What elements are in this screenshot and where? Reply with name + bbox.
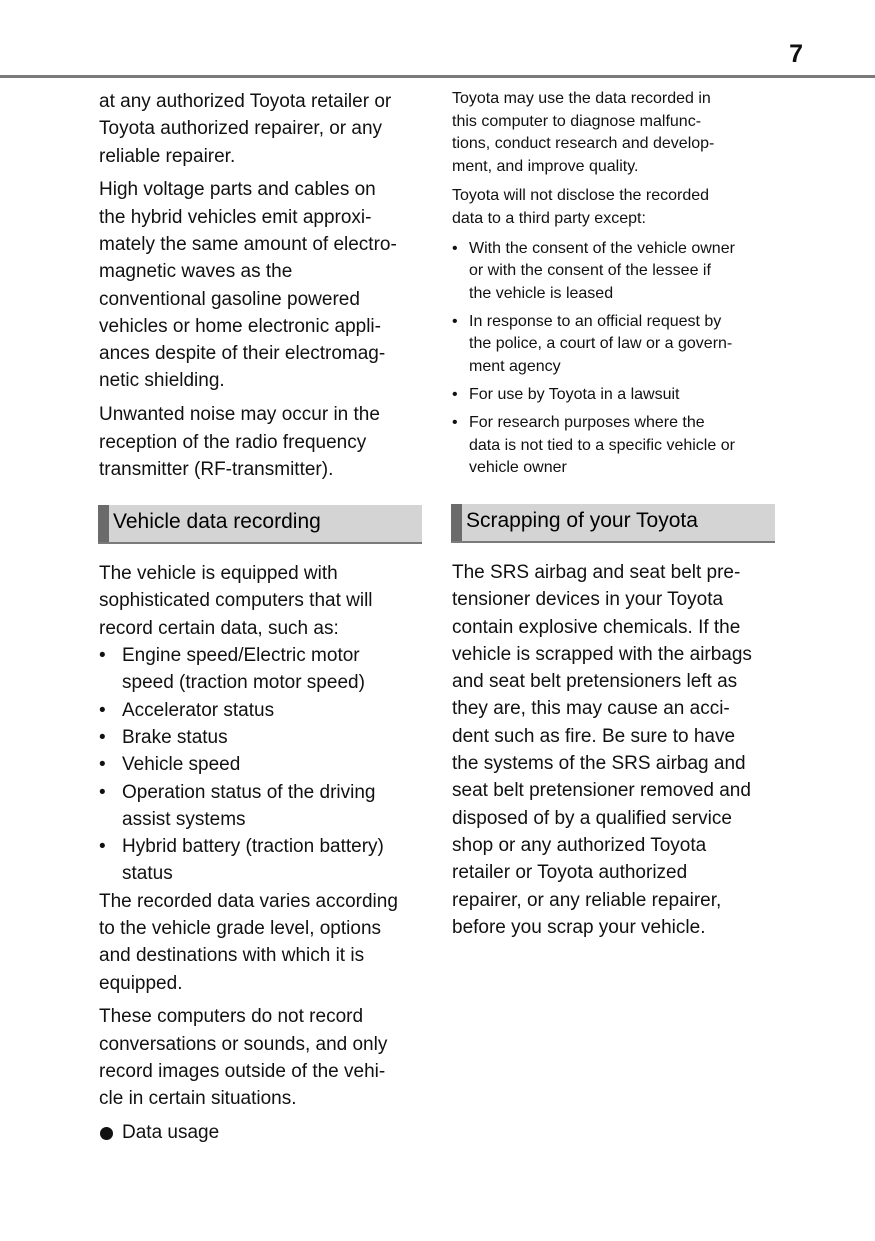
paragraph <box>99 401 424 483</box>
bullet-mark: • <box>99 836 106 858</box>
text-line: The SRS airbag and seat belt pre- <box>452 562 741 583</box>
text-line: sophisticated computers that will <box>99 590 373 612</box>
text-line: transmitter (RF-transmitter). <box>99 458 334 480</box>
list-item <box>452 384 777 407</box>
text-line: reliable repairer. <box>99 145 236 167</box>
bullet-mark: • <box>452 386 458 404</box>
text-line: disposed of by a qualified service <box>452 807 732 829</box>
text-line: status <box>122 863 173 885</box>
text-line: Unwanted noise may occur in the <box>99 404 380 426</box>
text-line: conventional gasoline powered <box>99 288 360 310</box>
text-line: the vehicle is leased <box>469 284 614 302</box>
text-line: magnetic waves as the <box>99 261 293 283</box>
paragraph <box>99 888 424 997</box>
bullet-mark: • <box>452 414 458 432</box>
text-line: contain explosive chemicals. If the <box>452 616 741 638</box>
list-item <box>452 238 777 306</box>
text-line: ment agency <box>469 358 561 376</box>
section-title: Vehicle data recording <box>113 510 321 534</box>
list-item <box>99 779 424 834</box>
list-item <box>99 751 424 778</box>
text-line: record certain data, such as: <box>99 617 339 639</box>
text-line: The vehicle is equipped with <box>99 563 338 585</box>
list-item <box>452 311 777 379</box>
section-title: Scrapping of your Toyota <box>466 509 698 532</box>
text-line: Brake status <box>122 726 228 748</box>
text-line: In response to an official request by <box>469 312 722 330</box>
text-line: vehicle owner <box>469 459 567 477</box>
list-item <box>99 724 424 751</box>
text-line: repairer, or any reliable repairer, <box>452 889 722 911</box>
text-line: data to a third party except: <box>452 209 646 227</box>
subheading-item <box>99 1119 424 1146</box>
text-line: Toyota may use the data recorded in <box>452 90 711 107</box>
text-line: tions, conduct research and develop- <box>452 135 715 153</box>
text-line: and destinations with which it is <box>99 945 365 967</box>
paragraph <box>99 176 424 394</box>
paragraph <box>99 560 424 642</box>
text-line: before you scrap your vehicle. <box>452 916 706 938</box>
paragraph <box>452 88 777 178</box>
text-line: vehicle is scrapped with the airbags <box>452 643 752 665</box>
right-column <box>452 88 777 948</box>
text-line: or with the consent of the lessee if <box>469 262 711 280</box>
heading-accent-bar <box>451 504 462 541</box>
bullet-mark: • <box>452 312 458 330</box>
bullet-mark: • <box>99 699 106 721</box>
list-item <box>99 697 424 724</box>
page-number: 7 <box>789 40 803 68</box>
bullet-mark: • <box>99 726 106 748</box>
list-item <box>452 412 777 480</box>
section-heading <box>451 504 775 543</box>
text-line: These computers do not record <box>99 1006 364 1028</box>
heading-accent-bar <box>98 505 109 542</box>
paragraph <box>99 1003 424 1112</box>
text-line: Hybrid battery (traction battery) <box>122 836 384 858</box>
text-line: the systems of the SRS airbag and <box>452 753 746 775</box>
text-line: the police, a court of law or a govern- <box>469 335 733 353</box>
bullet-mark: • <box>99 645 106 667</box>
text-line: vehicles or home electronic appli- <box>99 315 381 337</box>
text-line: at any authorized Toyota retailer or <box>99 91 392 112</box>
text-line: The recorded data varies according <box>99 890 398 912</box>
text-line: cle in certain situations. <box>99 1088 297 1110</box>
paragraph <box>99 88 424 170</box>
text-line: High voltage parts and cables on <box>99 179 376 201</box>
text-line: to the vehicle grade level, options <box>99 918 382 940</box>
text-line: data is not tied to a specific vehicle or <box>469 436 735 454</box>
text-line: For use by Toyota in a lawsuit <box>469 386 680 404</box>
bullet-list <box>452 238 777 480</box>
text-line: this computer to diagnose malfunc- <box>452 112 702 130</box>
text-line: shop or any authorized Toyota <box>452 834 707 856</box>
text-line: the hybrid vehicles emit approxi- <box>99 206 372 228</box>
text-line: Accelerator status <box>122 699 275 721</box>
text-line: equipped. <box>99 972 183 994</box>
text-line: record images outside of the vehi- <box>99 1061 386 1082</box>
text-line: tensioner devices in your Toyota <box>452 589 724 611</box>
text-line: seat belt pretensioner removed and <box>452 780 751 802</box>
text-line: reception of the radio frequency <box>99 431 367 453</box>
header-rule <box>0 75 875 78</box>
left-column <box>99 88 424 1153</box>
filled-circle-icon <box>100 1127 113 1140</box>
text-line: mately the same amount of electro- <box>99 233 397 255</box>
text-line: Vehicle speed <box>122 754 241 776</box>
subheading-label: Data usage <box>122 1122 220 1144</box>
paragraph <box>452 559 777 941</box>
bullet-mark: • <box>452 239 458 257</box>
section-heading <box>98 505 422 544</box>
text-line: conversations or sounds, and only <box>99 1033 388 1055</box>
text-line: ment, and improve quality. <box>452 157 639 175</box>
text-line: they are, this may cause an acci- <box>452 698 730 720</box>
text-line: ances despite of their electromag- <box>99 343 386 365</box>
text-line: Engine speed/Electric motor <box>122 645 360 667</box>
text-line: dent such as fire. Be sure to have <box>452 725 736 747</box>
text-line: With the consent of the vehicle owner <box>469 239 735 257</box>
text-line: and seat belt pretensioners left as <box>452 671 738 693</box>
bullet-mark: • <box>99 781 106 803</box>
text-line: For research purposes where the <box>469 414 705 432</box>
text-line: assist systems <box>122 808 246 830</box>
text-line: Operation status of the driving <box>122 781 376 803</box>
text-line: retailer or Toyota authorized <box>452 862 688 884</box>
bullet-mark: • <box>99 754 106 776</box>
text-line: netic shielding. <box>99 370 225 392</box>
list-item <box>99 642 424 697</box>
paragraph <box>452 185 777 230</box>
text-line: Toyota will not disclose the recorded <box>452 187 710 205</box>
text-line: Toyota authorized repairer, or any <box>99 118 383 140</box>
list-item <box>99 833 424 888</box>
text-line: speed (traction motor speed) <box>122 672 365 694</box>
bullet-list <box>99 642 424 888</box>
